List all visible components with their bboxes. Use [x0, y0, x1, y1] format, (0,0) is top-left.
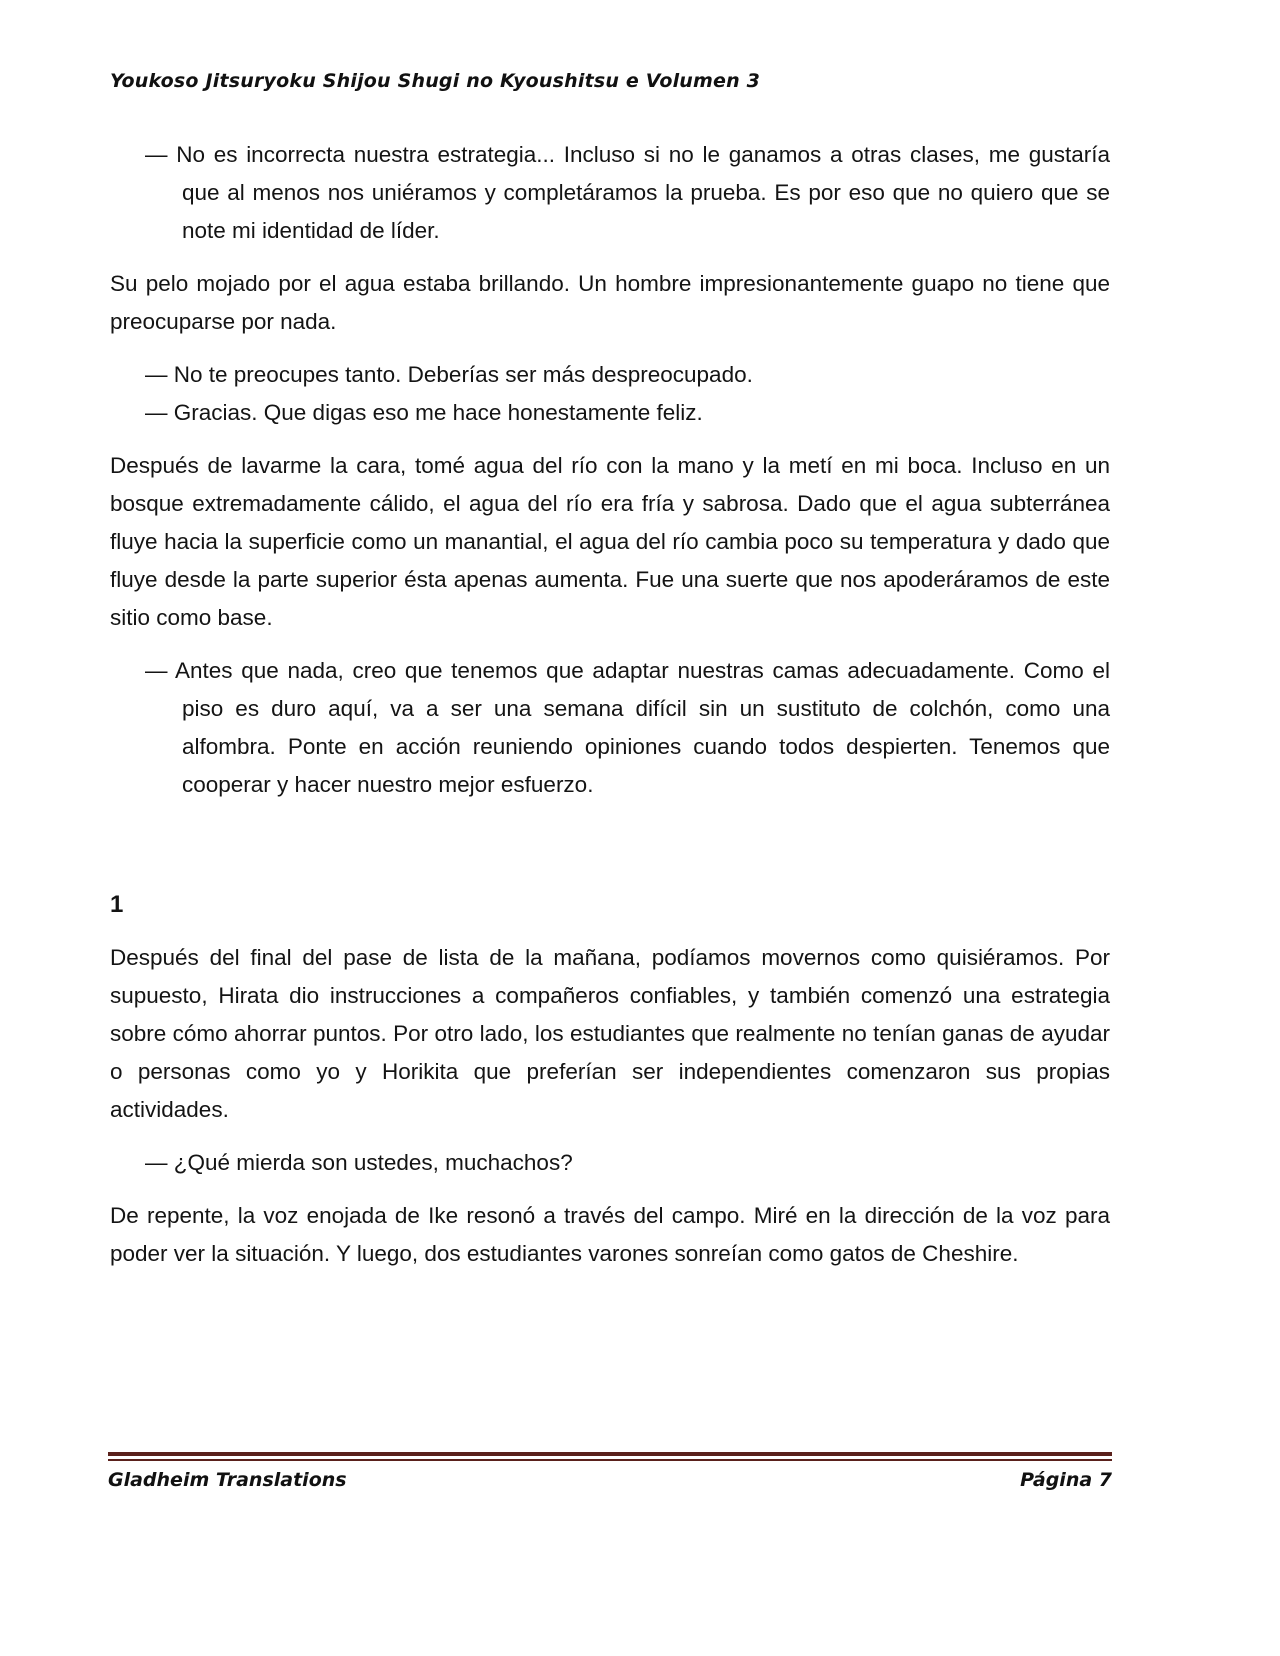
footer-divider: [108, 1452, 1112, 1461]
header-title: Youkoso Jitsuryoku Shijou Shugi no Kyoushitsu e Volumen 3: [110, 70, 761, 92]
dialogue-paragraph: — No es incorrecta nuestra estrategia... Incluso si no le ganamos a otras clases, me gustaría que al menos nos uniéramos y completáramos la prueba. Es por eso que no quiero que se note mi identidad de líder.: [145, 142, 1110, 243]
page-footer: [108, 1452, 1112, 1491]
body-paragraph: Después de lavarme la cara, tomé agua del río con la mano y la metí en mi boca. Incluso en un bosque extremadamente cálido, el agua del río era fría y sabrosa. Dado que el agua subterránea fluye hacia la superficie como un manantial, el agua del río cambia poco su temperatura y dado que fluye desde la parte superior ésta apenas aumenta. Fue una suerte que nos apoderáramos de este sitio como base.: [110, 453, 1110, 630]
dialogue-paragraph: — ¿Qué mierda son ustedes, muchachos?: [145, 1150, 573, 1175]
dialogue-paragraph: — No te preocupes tanto. Deberías ser más despreocupado.: [145, 362, 753, 387]
dialogue-paragraph: — Gracias. Que digas eso me hace honestamente feliz.: [145, 400, 703, 425]
dialogue-paragraph: — Antes que nada, creo que tenemos que adaptar nuestras camas adecuadamente. Como el piso es duro aquí, va a ser una semana difícil sin un sustituto de colchón, como una alfombra. Ponte en acción reuniendo opiniones cuando todos despierten. Tenemos que cooperar y hacer nuestro mejor esfuerzo.: [145, 658, 1110, 797]
page-body: [110, 136, 1110, 1273]
page-header: [110, 70, 1110, 92]
section-heading: 1: [110, 891, 124, 918]
footer-text-row: [108, 1469, 1112, 1491]
body-paragraph: De repente, la voz enojada de Ike resonó a través del campo. Miré en la dirección de la voz para poder ver la situación. Y luego, dos estudiantes varones sonreían como gatos de Cheshire.: [110, 1203, 1110, 1266]
body-paragraph: Después del final del pase de lista de la mañana, podíamos movernos como quisiéramos. Por supuesto, Hirata dio instrucciones a compañeros confiables, y también comenzó una estrategia sobre cómo ahorrar puntos. Por otro lado, los estudiantes que realmente no tenían ganas de ayudar o personas como yo y Horikita que preferían ser independientes comenzaron sus propias actividades.: [110, 945, 1110, 1122]
body-paragraph: Su pelo mojado por el agua estaba brillando. Un hombre impresionantemente guapo no tiene que preocuparse por nada.: [110, 271, 1110, 334]
footer-page-number: Página 7: [1020, 1469, 1112, 1491]
footer-translator-credit: Gladheim Translations: [108, 1469, 347, 1491]
